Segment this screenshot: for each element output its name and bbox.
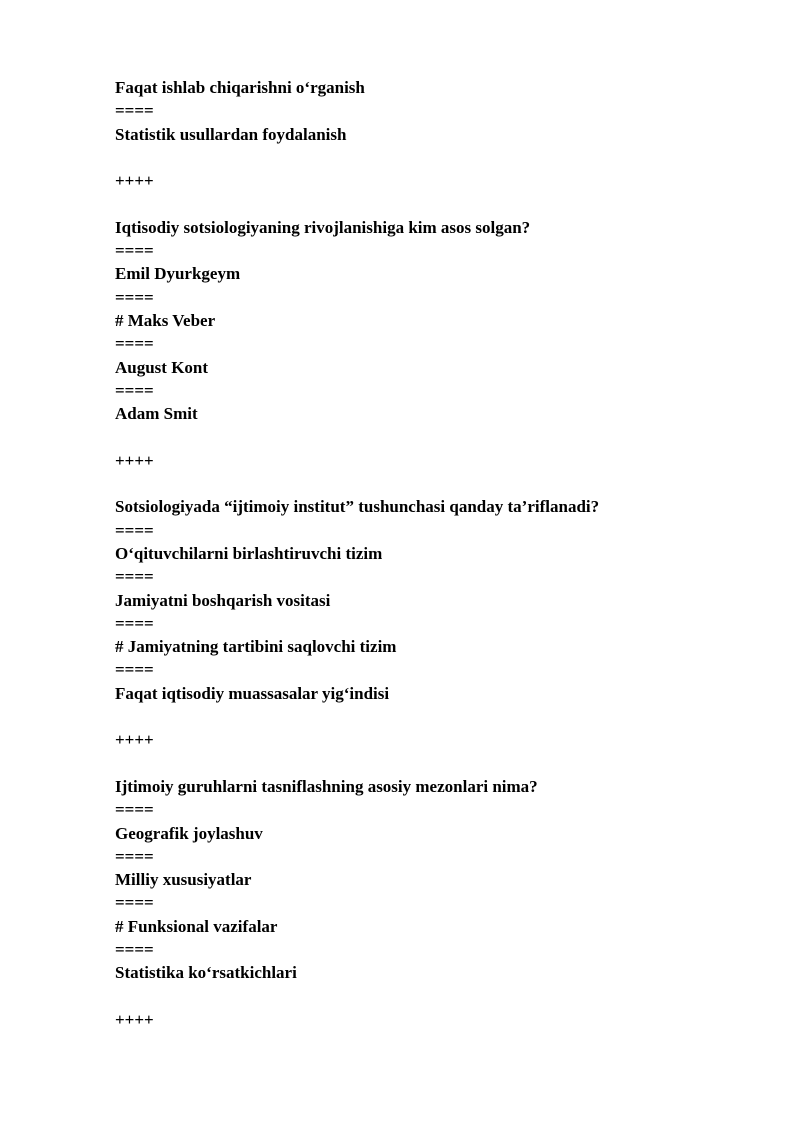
answer-option: Emil Dyurkgeym	[115, 264, 241, 284]
separator: ====	[115, 939, 154, 959]
spacer	[115, 705, 735, 728]
answer-option: Jamiyatni boshqarish vositasi	[115, 590, 331, 610]
answer-option-correct: # Jamiyatning tartibini saqlovchi tizim	[115, 637, 397, 657]
answer-option-correct: # Maks Veber	[115, 310, 216, 330]
spacer	[115, 192, 735, 215]
separator: ====	[115, 334, 154, 354]
end-marker: ++++	[115, 730, 154, 750]
separator: ====	[115, 846, 154, 866]
intro-line: Faqat ishlab chiqarishni o‘rganish	[115, 78, 365, 97]
answer-option: Statistika ko‘rsatkichlari	[115, 963, 297, 983]
separator: ====	[115, 567, 154, 587]
answer-option: Faqat iqtisodiy muassasalar yig‘indisi	[115, 683, 390, 703]
intro-line: Statistik usullardan foydalanish	[115, 124, 347, 144]
separator: ====	[115, 613, 154, 633]
question-block	[115, 495, 735, 775]
separator: ====	[115, 893, 154, 913]
end-marker: ++++	[115, 450, 154, 470]
answer-option: Geografik joylashuv	[115, 823, 263, 843]
spacer	[115, 146, 735, 169]
separator: ====	[115, 241, 154, 261]
answer-option: Milliy xususiyatlar	[115, 870, 252, 890]
spacer	[115, 752, 735, 775]
question-block	[115, 216, 735, 496]
spacer	[115, 472, 735, 495]
question-block	[115, 775, 735, 1031]
separator: ====	[115, 520, 154, 540]
end-marker: ++++	[115, 171, 154, 191]
question-text: Ijtimoiy guruhlarni tasniflashning asosiy mezonlari nima?	[115, 776, 538, 796]
document-body	[115, 76, 735, 1031]
spacer	[115, 425, 735, 448]
end-marker: ++++	[115, 1009, 154, 1029]
answer-option: Adam Smit	[115, 404, 198, 424]
separator: ====	[115, 287, 154, 307]
spacer	[115, 985, 735, 1008]
answer-option: O‘qituvchilarni birlashtiruvchi tizim	[115, 543, 383, 563]
answer-option-correct: # Funksional vazifalar	[115, 916, 278, 936]
separator: ====	[115, 660, 154, 680]
separator: ====	[115, 380, 154, 400]
question-text: Sotsiologiyada “ijtimoiy institut” tushunchasi qanday ta’riflanadi?	[115, 497, 600, 517]
answer-option: August Kont	[115, 357, 209, 377]
separator: ====	[115, 800, 154, 820]
separator: ====	[115, 101, 154, 121]
question-text: Iqtisodiy sotsiologiyaning rivojlanishiga kim asos solgan?	[115, 217, 531, 237]
